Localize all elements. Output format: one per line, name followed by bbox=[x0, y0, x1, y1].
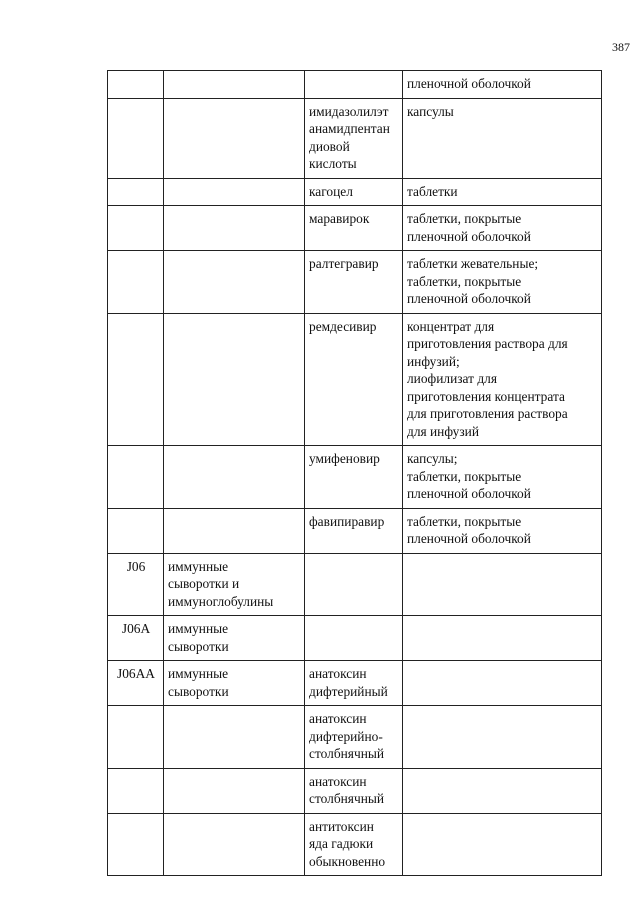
substance-cell bbox=[305, 71, 403, 99]
group-cell bbox=[164, 706, 305, 769]
group-cell bbox=[164, 98, 305, 178]
table-row bbox=[108, 553, 602, 616]
drug-table bbox=[107, 70, 602, 876]
atc-code-cell bbox=[108, 508, 164, 553]
dosage-form-cell: капсулы bbox=[403, 98, 602, 178]
dosage-form-cell bbox=[403, 768, 602, 813]
group-cell bbox=[164, 251, 305, 314]
table-row bbox=[108, 313, 602, 446]
group-cell bbox=[164, 813, 305, 876]
atc-code-cell bbox=[108, 313, 164, 446]
table-row bbox=[108, 71, 602, 99]
table-row bbox=[108, 616, 602, 661]
substance-cell: фавипиравир bbox=[305, 508, 403, 553]
substance-cell: умифеновир bbox=[305, 446, 403, 509]
table-row bbox=[108, 706, 602, 769]
dosage-form-cell bbox=[403, 616, 602, 661]
atc-code-cell bbox=[108, 768, 164, 813]
group-cell bbox=[164, 508, 305, 553]
table-row bbox=[108, 446, 602, 509]
dosage-form-cell bbox=[403, 813, 602, 876]
group-cell bbox=[164, 206, 305, 251]
dosage-form-cell bbox=[403, 553, 602, 616]
dosage-form-cell: таблетки жевательные; таблетки, покрытые пленочной оболочкой bbox=[403, 251, 602, 314]
atc-code-cell bbox=[108, 446, 164, 509]
substance-cell: ремдесивир bbox=[305, 313, 403, 446]
atc-code-cell bbox=[108, 706, 164, 769]
table-row bbox=[108, 661, 602, 706]
substance-cell: ралтегравир bbox=[305, 251, 403, 314]
substance-cell: анатоксин дифтерийный bbox=[305, 661, 403, 706]
atc-code-cell bbox=[108, 71, 164, 99]
substance-cell: кагоцел bbox=[305, 178, 403, 206]
dosage-form-cell: таблетки, покрытые пленочной оболочкой bbox=[403, 508, 602, 553]
substance-cell: анатоксин столбнячный bbox=[305, 768, 403, 813]
group-cell: иммунные сыворотки bbox=[164, 616, 305, 661]
dosage-form-cell bbox=[403, 706, 602, 769]
dosage-form-cell bbox=[403, 661, 602, 706]
table-row bbox=[108, 768, 602, 813]
atc-code-cell bbox=[108, 206, 164, 251]
group-cell bbox=[164, 768, 305, 813]
group-cell bbox=[164, 313, 305, 446]
substance-cell bbox=[305, 616, 403, 661]
atc-code-cell: J06A bbox=[108, 616, 164, 661]
group-cell bbox=[164, 178, 305, 206]
group-cell bbox=[164, 446, 305, 509]
dosage-form-cell: капсулы; таблетки, покрытые пленочной оболочкой bbox=[403, 446, 602, 509]
atc-code-cell bbox=[108, 813, 164, 876]
atc-code-cell bbox=[108, 178, 164, 206]
dosage-form-cell: пленочной оболочкой bbox=[403, 71, 602, 99]
substance-cell bbox=[305, 553, 403, 616]
table-row bbox=[108, 813, 602, 876]
dosage-form-cell: таблетки bbox=[403, 178, 602, 206]
group-cell: иммунные сыворотки bbox=[164, 661, 305, 706]
dosage-form-cell: концентрат для приготовления раствора для инфузий; лиофилизат для приготовления концентрата для приготовления раствора для инфузий bbox=[403, 313, 602, 446]
atc-code-cell: J06AA bbox=[108, 661, 164, 706]
atc-code-cell: J06 bbox=[108, 553, 164, 616]
atc-code-cell bbox=[108, 98, 164, 178]
table-row bbox=[108, 251, 602, 314]
dosage-form-cell: таблетки, покрытые пленочной оболочкой bbox=[403, 206, 602, 251]
substance-cell: анатоксин дифтерийно- столбнячный bbox=[305, 706, 403, 769]
table-row bbox=[108, 508, 602, 553]
table-row bbox=[108, 206, 602, 251]
table-row bbox=[108, 98, 602, 178]
substance-cell: имидазолилэт анамидпентан диовой кислоты bbox=[305, 98, 403, 178]
substance-cell: маравирок bbox=[305, 206, 403, 251]
page-number: 387 bbox=[612, 40, 630, 54]
group-cell bbox=[164, 71, 305, 99]
table-row bbox=[108, 178, 602, 206]
group-cell: иммунные сыворотки и иммуноглобулины bbox=[164, 553, 305, 616]
atc-code-cell bbox=[108, 251, 164, 314]
substance-cell: антитоксин яда гадюки обыкновенно bbox=[305, 813, 403, 876]
